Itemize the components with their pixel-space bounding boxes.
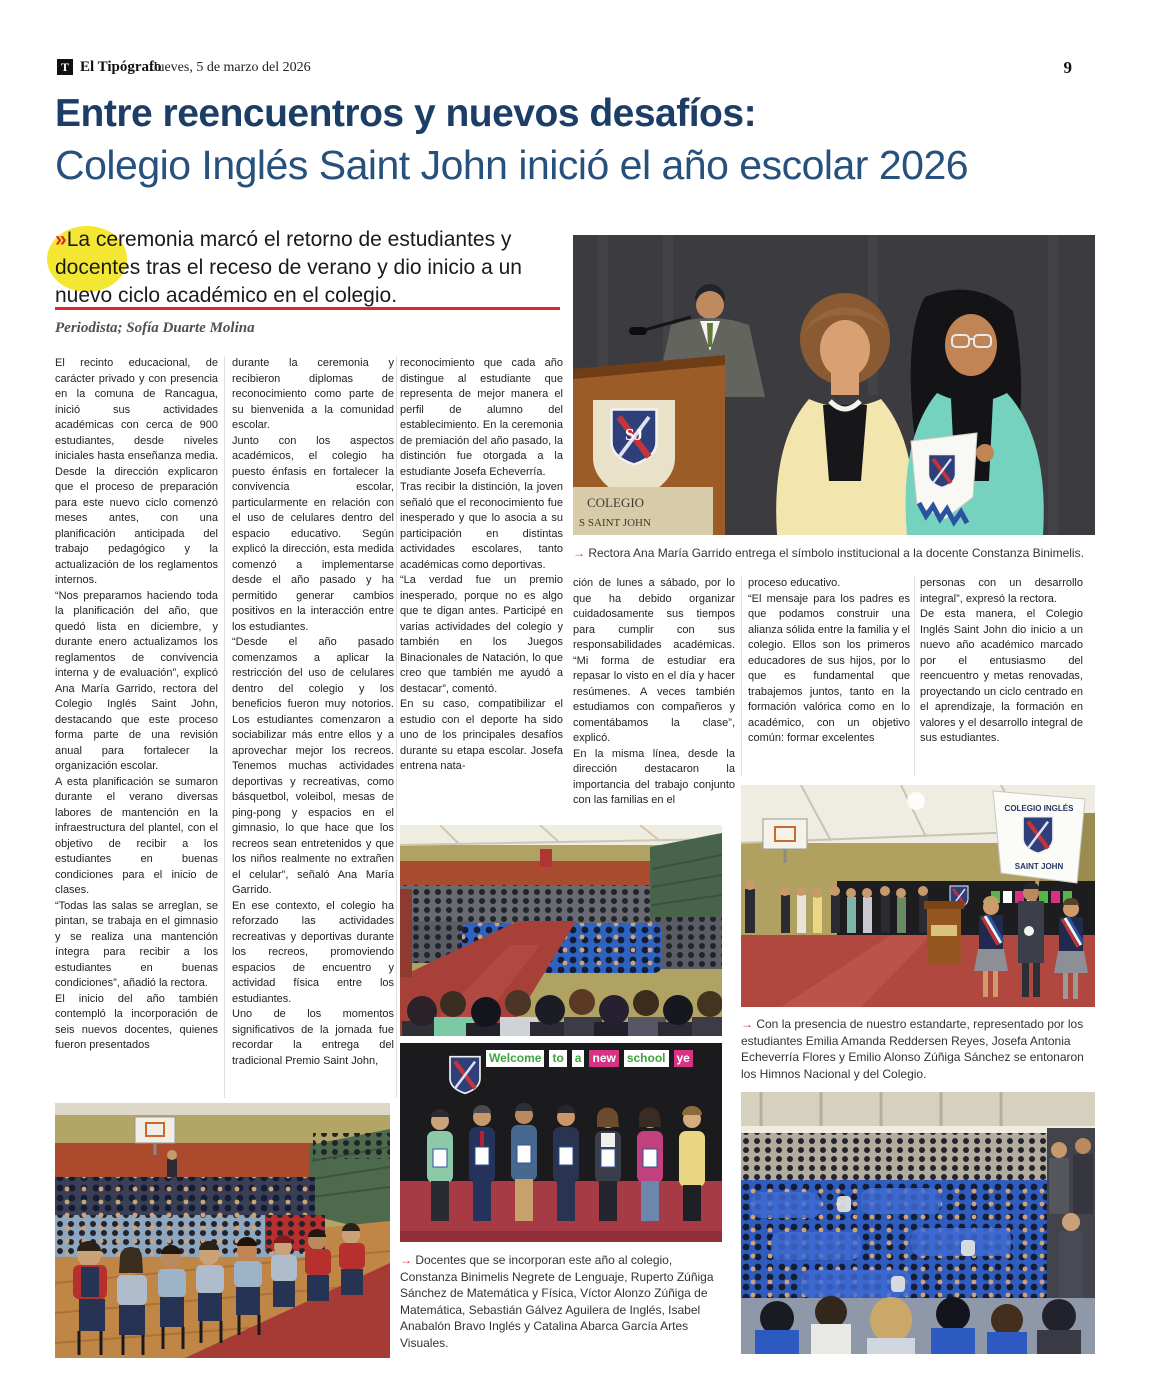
caption-main-text: Rectora Ana María Garrido entrega el símbolo institucional a la docente Constanza Binimelis. bbox=[588, 546, 1084, 560]
banner-word: new bbox=[589, 1050, 618, 1067]
lede bbox=[55, 226, 560, 310]
headline-line1: Entre reencuentros y nuevos desafíos: bbox=[55, 92, 757, 135]
article-column-4 bbox=[573, 576, 735, 821]
headline-line2: Colegio Inglés Saint John inició el año escolar 2026 bbox=[55, 142, 969, 188]
caption-teachers-text: Docentes que se incorporan este año al colegio, Constanza Binimelis Negrete de Lenguaje, Ruperto Zúñiga Sánchez de Matemática y Física, Víctor Alonzo Zúñiga de Matemática, Sebastián Gálvez Aguilera de Inglés, Isabel Anabalón Bravo Inglés y Catalina Abarca García Artes Visuales. bbox=[400, 1253, 714, 1350]
paragraph: En la misma línea, desde la dirección destacaron la importancia del trabajo conjunto con las familias en el bbox=[573, 747, 735, 806]
caption-arrow-icon: → bbox=[573, 546, 585, 560]
svg-text:COLEGIO: COLEGIO bbox=[587, 495, 645, 510]
paragraph: En su caso, compatibilizar el estudio con el deporte ha sido uno de los principales desafíos durante su etapa escolar. Josefa entrena nata- bbox=[400, 698, 563, 772]
paragraph: “Desde el año pasado comenzamos a aplicar la restricción del uso de celulares dentro del colegio y los beneficios fueron muy notorios. Los estudiantes comenzaron a sociabilizar más entre ellos y a aprovechar mejor los recreos. Tenemos muchas actividades deportivas y recreativas, como básquetbol, voleibol, mesas de ping-pong y espacios en el gimnasio, lo que hace que los recreos sean entretenidos y que los niños realmente no extrañen el celular”, señaló Ana María Garrido. bbox=[232, 636, 394, 896]
byline: Periodista; Sofía Duarte Molina bbox=[55, 320, 255, 336]
svg-text:SJ: SJ bbox=[625, 425, 643, 444]
column-divider bbox=[741, 576, 742, 776]
paragraph: Junto con los aspectos académicos, el colegio ha puesto énfasis en fortalecer la convivencia escolar, particularmente en relación con el uso de celulares dentro del espacio educativo. Según explicó la dirección, esta medida comenzó a implementarse desde el año pasado y ha permitido generar cambios positivos en la interacción entre los estudiantes. bbox=[232, 434, 394, 633]
paragraph: reconocimiento que cada año distingue al estudiante que representa de mejor manera el perfil de alumno del establecimiento. En la ceremonia de premiación del año pasado, la distinción fue otorgada a la estudiante Josefa Echeverría. bbox=[400, 357, 563, 478]
paragraph: A esta planificación se sumaron durante el verano diversas labores de mantención en la infraestructura del plantel, con el objetivo de recibir a los estudiantes en buenas condiciones para el inicio de clases. bbox=[55, 775, 218, 896]
column-divider bbox=[914, 576, 915, 776]
photo-crowd-blue bbox=[741, 1092, 1095, 1354]
paragraph: “El mensaje para los padres es que podamos construir una alianza sólida entre la familia y el colegio. Ellos son los primeros educadores de sus hijos, por lo que es fundamental que trabajemos juntos, tanto en la formación valórica como en lo académico, con un objetivo común: formar excelentes bbox=[748, 592, 910, 744]
crowd-illustration bbox=[741, 1092, 1095, 1354]
photo-new-teachers bbox=[400, 1043, 722, 1242]
paragraph: El inicio del año también contempló la incorporación de seis nuevos docentes, quienes fueron presentados bbox=[55, 992, 218, 1051]
paragraph: De esta manera, el Colegio Inglés Saint John dio inicio a un nuevo año académico marcado por el entusiasmo del reencuentro y metas renovadas, proyectando un ciclo centrado en el aprendizaje, la formación en valores y el desarrollo integral de sus estudiantes. bbox=[920, 608, 1083, 744]
svg-text:COLEGIO INGLÉS: COLEGIO INGLÉS bbox=[1004, 804, 1074, 813]
article-column-1 bbox=[55, 356, 218, 1101]
lede-bullet: » bbox=[55, 228, 67, 251]
svg-text:S SAINT JOHN: S SAINT JOHN bbox=[579, 517, 651, 529]
banner-word: to bbox=[549, 1050, 566, 1067]
paragraph: personas con un desarrollo integral”, expresó la rectora. bbox=[920, 577, 1083, 605]
caption-standard-text: Con la presencia de nuestro estandarte, representado por los estudiantes Emilia Amanda Reddersen Reyes, Josefa Antonia Echeverría Flores y Emilio Alonso Zúñiga Sánchez se entonaron los Himnos Nacional y del Colegio. bbox=[741, 1017, 1084, 1081]
audience-illustration bbox=[400, 825, 722, 1036]
paragraph: Uno de los momentos significativos de la jornada fue recordar la entrega del tradicional Premio Saint John, bbox=[232, 1008, 394, 1067]
paragraph: “Todas las salas se arreglan, se pintan, se trabaja en el gimnasio y se realiza una mantención íntegra para recibir a los estudiantes en buenas condiciones”, añadió la rectora. bbox=[55, 899, 218, 989]
teachers-illustration bbox=[400, 1043, 722, 1242]
newspaper-name: El Tipógrafo bbox=[80, 59, 162, 75]
caption-main bbox=[573, 545, 1095, 562]
photo-main-ceremony bbox=[573, 235, 1095, 535]
article-column-3 bbox=[400, 356, 563, 822]
banner-word: ye bbox=[674, 1050, 693, 1067]
page-number: 9 bbox=[1063, 58, 1072, 77]
svg-text:SAINT JOHN: SAINT JOHN bbox=[1014, 862, 1064, 871]
issue-date: Jueves, 5 de marzo del 2026 bbox=[152, 60, 311, 75]
ceremony-illustration bbox=[573, 235, 1095, 535]
newspaper-logo-icon: T bbox=[57, 59, 73, 75]
lede-text: La ceremonia marcó el retorno de estudiantes y docentes tras el receso de verano y dio inicio a un nuevo ciclo académico en el colegio. bbox=[55, 228, 522, 307]
paragraph: proceso educativo. bbox=[748, 577, 841, 589]
paragraph: “La verdad fue un premio inesperado, porque no es algo que te digan antes. Participé en varias actividades del colegio y también en los Juegos Binacionales de Natación, lo que creo que también me ayudó a destacar”, comentó. bbox=[400, 574, 563, 695]
banner-word: Welcome bbox=[486, 1050, 544, 1067]
column-divider bbox=[396, 356, 397, 1098]
paragraph: Tras recibir la distinción, la joven señaló que el reconocimiento fue inesperado y que lo asocia a su participación en distintas actividades escolares, tanto académicas como deportivas. bbox=[400, 481, 563, 571]
caption-arrow-icon: → bbox=[741, 1017, 753, 1031]
banner-word: a bbox=[572, 1050, 585, 1067]
standard-illustration bbox=[741, 785, 1095, 1007]
column-divider bbox=[224, 356, 225, 1098]
article-column-6 bbox=[920, 576, 1083, 794]
caption-teachers bbox=[400, 1252, 730, 1351]
photo-gym-students bbox=[55, 1103, 390, 1358]
caption-standard bbox=[741, 1016, 1093, 1082]
banner-word: school bbox=[624, 1050, 669, 1067]
paragraph: En ese contexto, el colegio ha reforzado las actividades recreativas y deportivas durante los recreos, promoviendo espacios de encuentro y actividad física entre los estudiantes. bbox=[232, 899, 394, 1005]
article-column-5 bbox=[748, 576, 910, 794]
paragraph: El recinto educacional, de carácter privado y con presencia en la comuna de Rancagua, inició sus actividades académicas con cerca de 900 estudiantes, desde niveles iniciales hasta enseñanza media. Desde la dirección explicaron que el proceso de preparación para este nuevo ciclo comenzó meses antes, con una planificación anticipada del trabajo pedagógico y la actualización de los reglamentos internos. bbox=[55, 357, 218, 586]
photo-assembly-audience bbox=[400, 825, 722, 1036]
photo-standard-bearers bbox=[741, 785, 1095, 1007]
article-column-2 bbox=[232, 356, 394, 1106]
paragraph: “Nos preparamos haciendo toda la planificación del año, que quedó lista en diciembre, y durante enero actualizamos los reglamentos de convivencia interna y de evaluación”, explicó Ana María Garrido, rectora del Colegio Inglés Saint John, destacando que este proceso forma parte de una revisión anual para fortalecer la organización escolar. bbox=[55, 589, 218, 772]
podium bbox=[573, 355, 725, 535]
welcome-banner bbox=[486, 1050, 720, 1067]
paragraph: durante la ceremonia y recibieron diplomas de reconocimiento como parte de su bienvenida a la comunidad escolar. bbox=[232, 357, 394, 431]
paragraph: ción de lunes a sábado, por lo que ha debido organizar cuidadosamente sus tiempos para cumplir con sus responsabilidades académicas. “Mi forma de estudiar era repasar lo visto en el día y hacer resúmenes. A veces también estudiamos con compañeros y comentábamos la clase”, explicó. bbox=[573, 577, 735, 744]
caption-arrow-icon: → bbox=[400, 1253, 412, 1267]
gym-illustration bbox=[55, 1103, 390, 1358]
